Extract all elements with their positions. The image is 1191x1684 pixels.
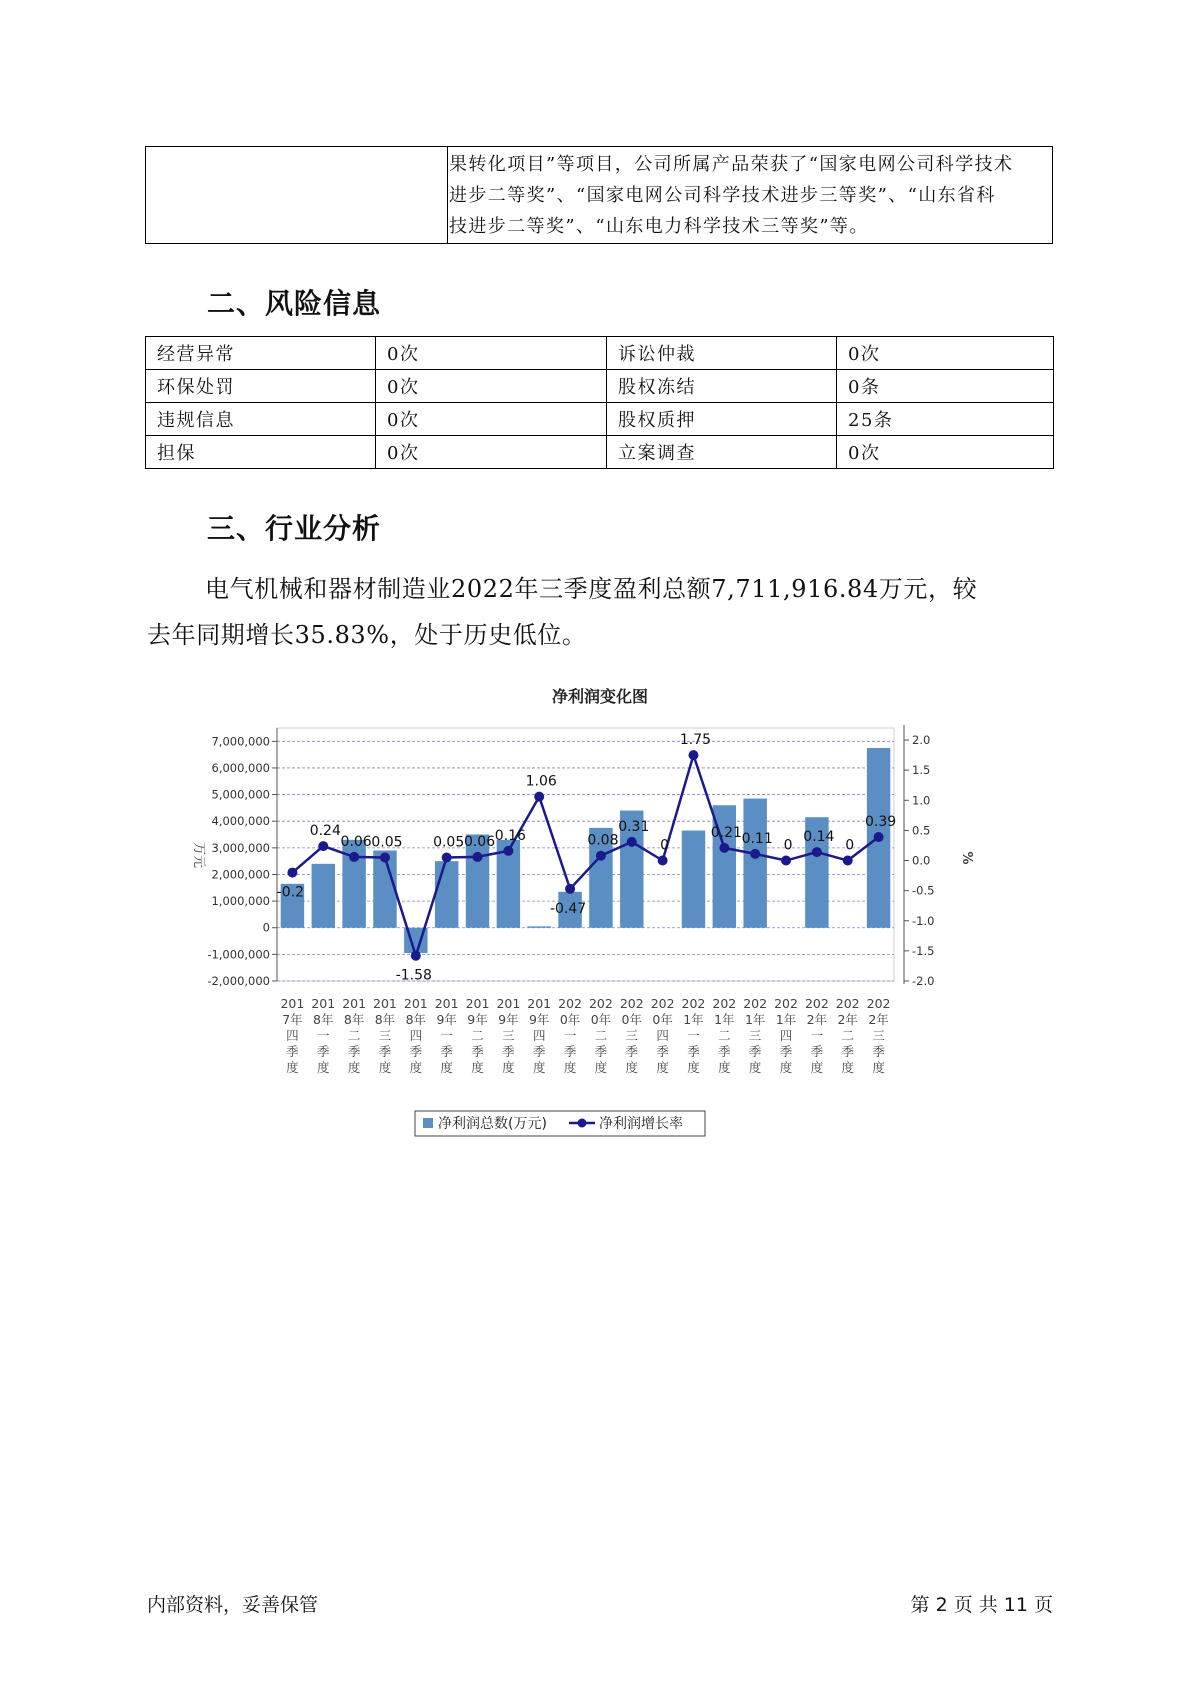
y-tick-label: 2,000,000 [211, 867, 270, 882]
y2-tick-label: 1.5 [912, 763, 931, 778]
x-tick-label: 202 0年三季度 [619, 996, 644, 1075]
line-point [874, 832, 884, 842]
x-axis-labels [280, 996, 890, 1075]
footer-page-number: 第 2 页 共 11 页 [910, 1594, 1053, 1616]
x-tick-label: 202 0年四季度 [650, 996, 675, 1075]
x-tick-label: 202 1年二季度 [712, 996, 737, 1075]
y-tick-label: 7,000,000 [211, 734, 270, 749]
risk-label: 立案调查 [607, 436, 837, 469]
bar [312, 864, 335, 928]
industry-paragraph-line-1: 电气机械和器材制造业2022年三季度盈利总额7,711,916.84万元，较 [205, 575, 978, 603]
x-tick-label: 201 9年四季度 [527, 996, 552, 1075]
x-tick-label: 201 9年二季度 [465, 996, 490, 1075]
line-point [812, 847, 822, 857]
y2-tick-label: 1.0 [912, 793, 931, 808]
risk-label: 股权冻结 [607, 370, 837, 403]
risk-label: 环保处罚 [146, 370, 376, 403]
risk-label: 股权质押 [607, 403, 837, 436]
awards-line-1: 果转化项目”等项目，公司所属产品荣获了“国家电网公司科学技术 [449, 154, 1014, 175]
bar [743, 799, 766, 928]
data-label: -0.47 [549, 900, 587, 917]
section-title-risk: 二、风险信息 [207, 287, 382, 320]
risk-value: 0次 [376, 370, 607, 403]
y2-tick-label: -2.0 [912, 974, 935, 988]
data-label: 0.11 [741, 830, 773, 847]
data-label: 0 [845, 837, 855, 854]
risk-value: 0次 [376, 337, 607, 370]
risk-label: 违规信息 [146, 403, 376, 436]
data-label: 0.06 [463, 833, 496, 850]
line-point [503, 846, 513, 856]
data-label: 0.06 [340, 833, 372, 850]
data-label: -1.58 [395, 967, 432, 984]
risk-value: 0次 [376, 403, 607, 436]
line-point [719, 843, 729, 853]
awards-line-2: 进步二等奖”、“国家电网公司科学技术进步三等奖”、“山东省科 [449, 185, 996, 206]
line-point [534, 792, 544, 802]
y2-tick-label: -1.0 [912, 913, 935, 928]
left-axis [207, 728, 277, 988]
footer-confidential: 内部资料，妥善保管 [147, 1594, 319, 1616]
x-tick-label: 201 8年四季度 [403, 996, 428, 1075]
table-content-cell [449, 149, 1049, 242]
risk-value: 25条 [837, 403, 1054, 436]
risk-label: 经营异常 [146, 337, 376, 370]
data-label: 0.16 [494, 827, 526, 844]
data-label: 0.05 [433, 834, 465, 851]
table-row [146, 370, 1054, 403]
risk-info-table [145, 336, 1054, 469]
y-tick-label: -2,000,000 [207, 974, 270, 988]
x-tick-label: 202 2年一季度 [804, 996, 829, 1075]
y-axis-label: 万元 [191, 841, 206, 869]
bar [435, 861, 458, 928]
risk-value: 0次 [837, 436, 1054, 469]
risk-value: 0次 [837, 337, 1054, 370]
line-point [287, 868, 297, 878]
bar [528, 926, 551, 927]
y-tick-label: 1,000,000 [211, 894, 270, 909]
line-point [658, 856, 668, 866]
table-row [146, 403, 1054, 436]
y-tick-label: 4,000,000 [211, 814, 270, 829]
data-label: 0 [783, 837, 793, 854]
y-tick-label: 3,000,000 [211, 840, 270, 855]
legend-bar-label: 净利润总数(万元) [438, 1116, 547, 1132]
y-tick-label: 0 [262, 920, 270, 935]
x-tick-label: 201 8年三季度 [373, 996, 397, 1075]
right-axis [904, 725, 934, 988]
table-label-cell [146, 147, 448, 243]
data-label: -0.2 [276, 884, 305, 901]
y2-tick-label: -0.5 [912, 883, 935, 898]
data-label: 0.24 [309, 823, 341, 840]
y-tick-label: 5,000,000 [211, 787, 270, 802]
y2-tick-label: -1.5 [912, 943, 935, 958]
x-tick-label: 202 2年二季度 [835, 996, 860, 1075]
section-title-industry: 三、行业分析 [207, 512, 382, 545]
line-point [781, 856, 791, 866]
x-tick-label: 202 2年三季度 [866, 996, 891, 1075]
x-tick-label: 201 9年一季度 [434, 996, 459, 1075]
legend [415, 1111, 705, 1136]
line-point [411, 951, 421, 961]
data-label: 0.39 [864, 814, 897, 831]
data-label: 0 [660, 837, 670, 854]
line-point [688, 750, 698, 760]
x-tick-label: 201 7年四季度 [280, 996, 305, 1075]
industry-paragraph-line-2: 去年同期增长35.83%，处于历史低位。 [147, 621, 587, 649]
line-point [349, 852, 359, 862]
project-awards-table [145, 146, 1053, 244]
data-label: 1.06 [525, 773, 557, 790]
y2-tick-label: 0.0 [912, 853, 931, 868]
legend-line-label: 净利润增长率 [599, 1116, 683, 1132]
data-label: 0.31 [618, 818, 650, 835]
x-tick-label: 201 8年二季度 [342, 996, 367, 1075]
table-row [146, 436, 1054, 469]
plot-area [277, 728, 897, 981]
legend-line-marker [578, 1119, 587, 1128]
x-tick-label: 202 0年一季度 [558, 996, 583, 1075]
x-tick-label: 202 1年四季度 [774, 996, 798, 1075]
chart-title: 净利润变化图 [551, 687, 649, 706]
risk-label: 担保 [146, 436, 376, 469]
risk-value: 0次 [376, 436, 607, 469]
y2-axis-label: % [959, 851, 974, 865]
line-point [565, 884, 575, 894]
legend-bar-swatch [423, 1118, 433, 1128]
y-tick-label: 6,000,000 [211, 760, 270, 775]
line-point [596, 851, 606, 861]
awards-line-3: 技进步二等奖”、“山东电力科学技术三等奖”等。 [449, 216, 869, 237]
table-row [146, 337, 1054, 370]
y2-tick-label: 2.0 [912, 733, 931, 748]
data-label: 0.14 [803, 829, 835, 846]
x-tick-label: 201 8年一季度 [311, 996, 336, 1075]
line-point [442, 853, 452, 863]
bar [682, 831, 705, 928]
x-tick-label: 201 9年三季度 [496, 996, 521, 1075]
line-point [318, 841, 328, 851]
line-point [843, 856, 853, 866]
y-tick-label: -1,000,000 [207, 947, 270, 962]
data-label: 1.75 [679, 732, 712, 749]
risk-value: 0条 [837, 370, 1054, 403]
line-point [473, 852, 483, 862]
line-point [380, 853, 390, 863]
y2-tick-label: 0.5 [912, 823, 931, 838]
x-tick-label: 202 0年二季度 [588, 996, 613, 1075]
x-tick-label: 202 1年三季度 [743, 996, 768, 1075]
line-point [750, 849, 760, 859]
line-point [627, 837, 637, 847]
data-label: 0.05 [371, 834, 403, 851]
risk-label: 诉讼仲裁 [607, 337, 837, 370]
data-label: 0.21 [710, 824, 742, 841]
data-label: 0.08 [587, 832, 619, 849]
x-tick-label: 202 1年一季度 [681, 996, 706, 1075]
net-profit-chart [180, 680, 974, 1140]
